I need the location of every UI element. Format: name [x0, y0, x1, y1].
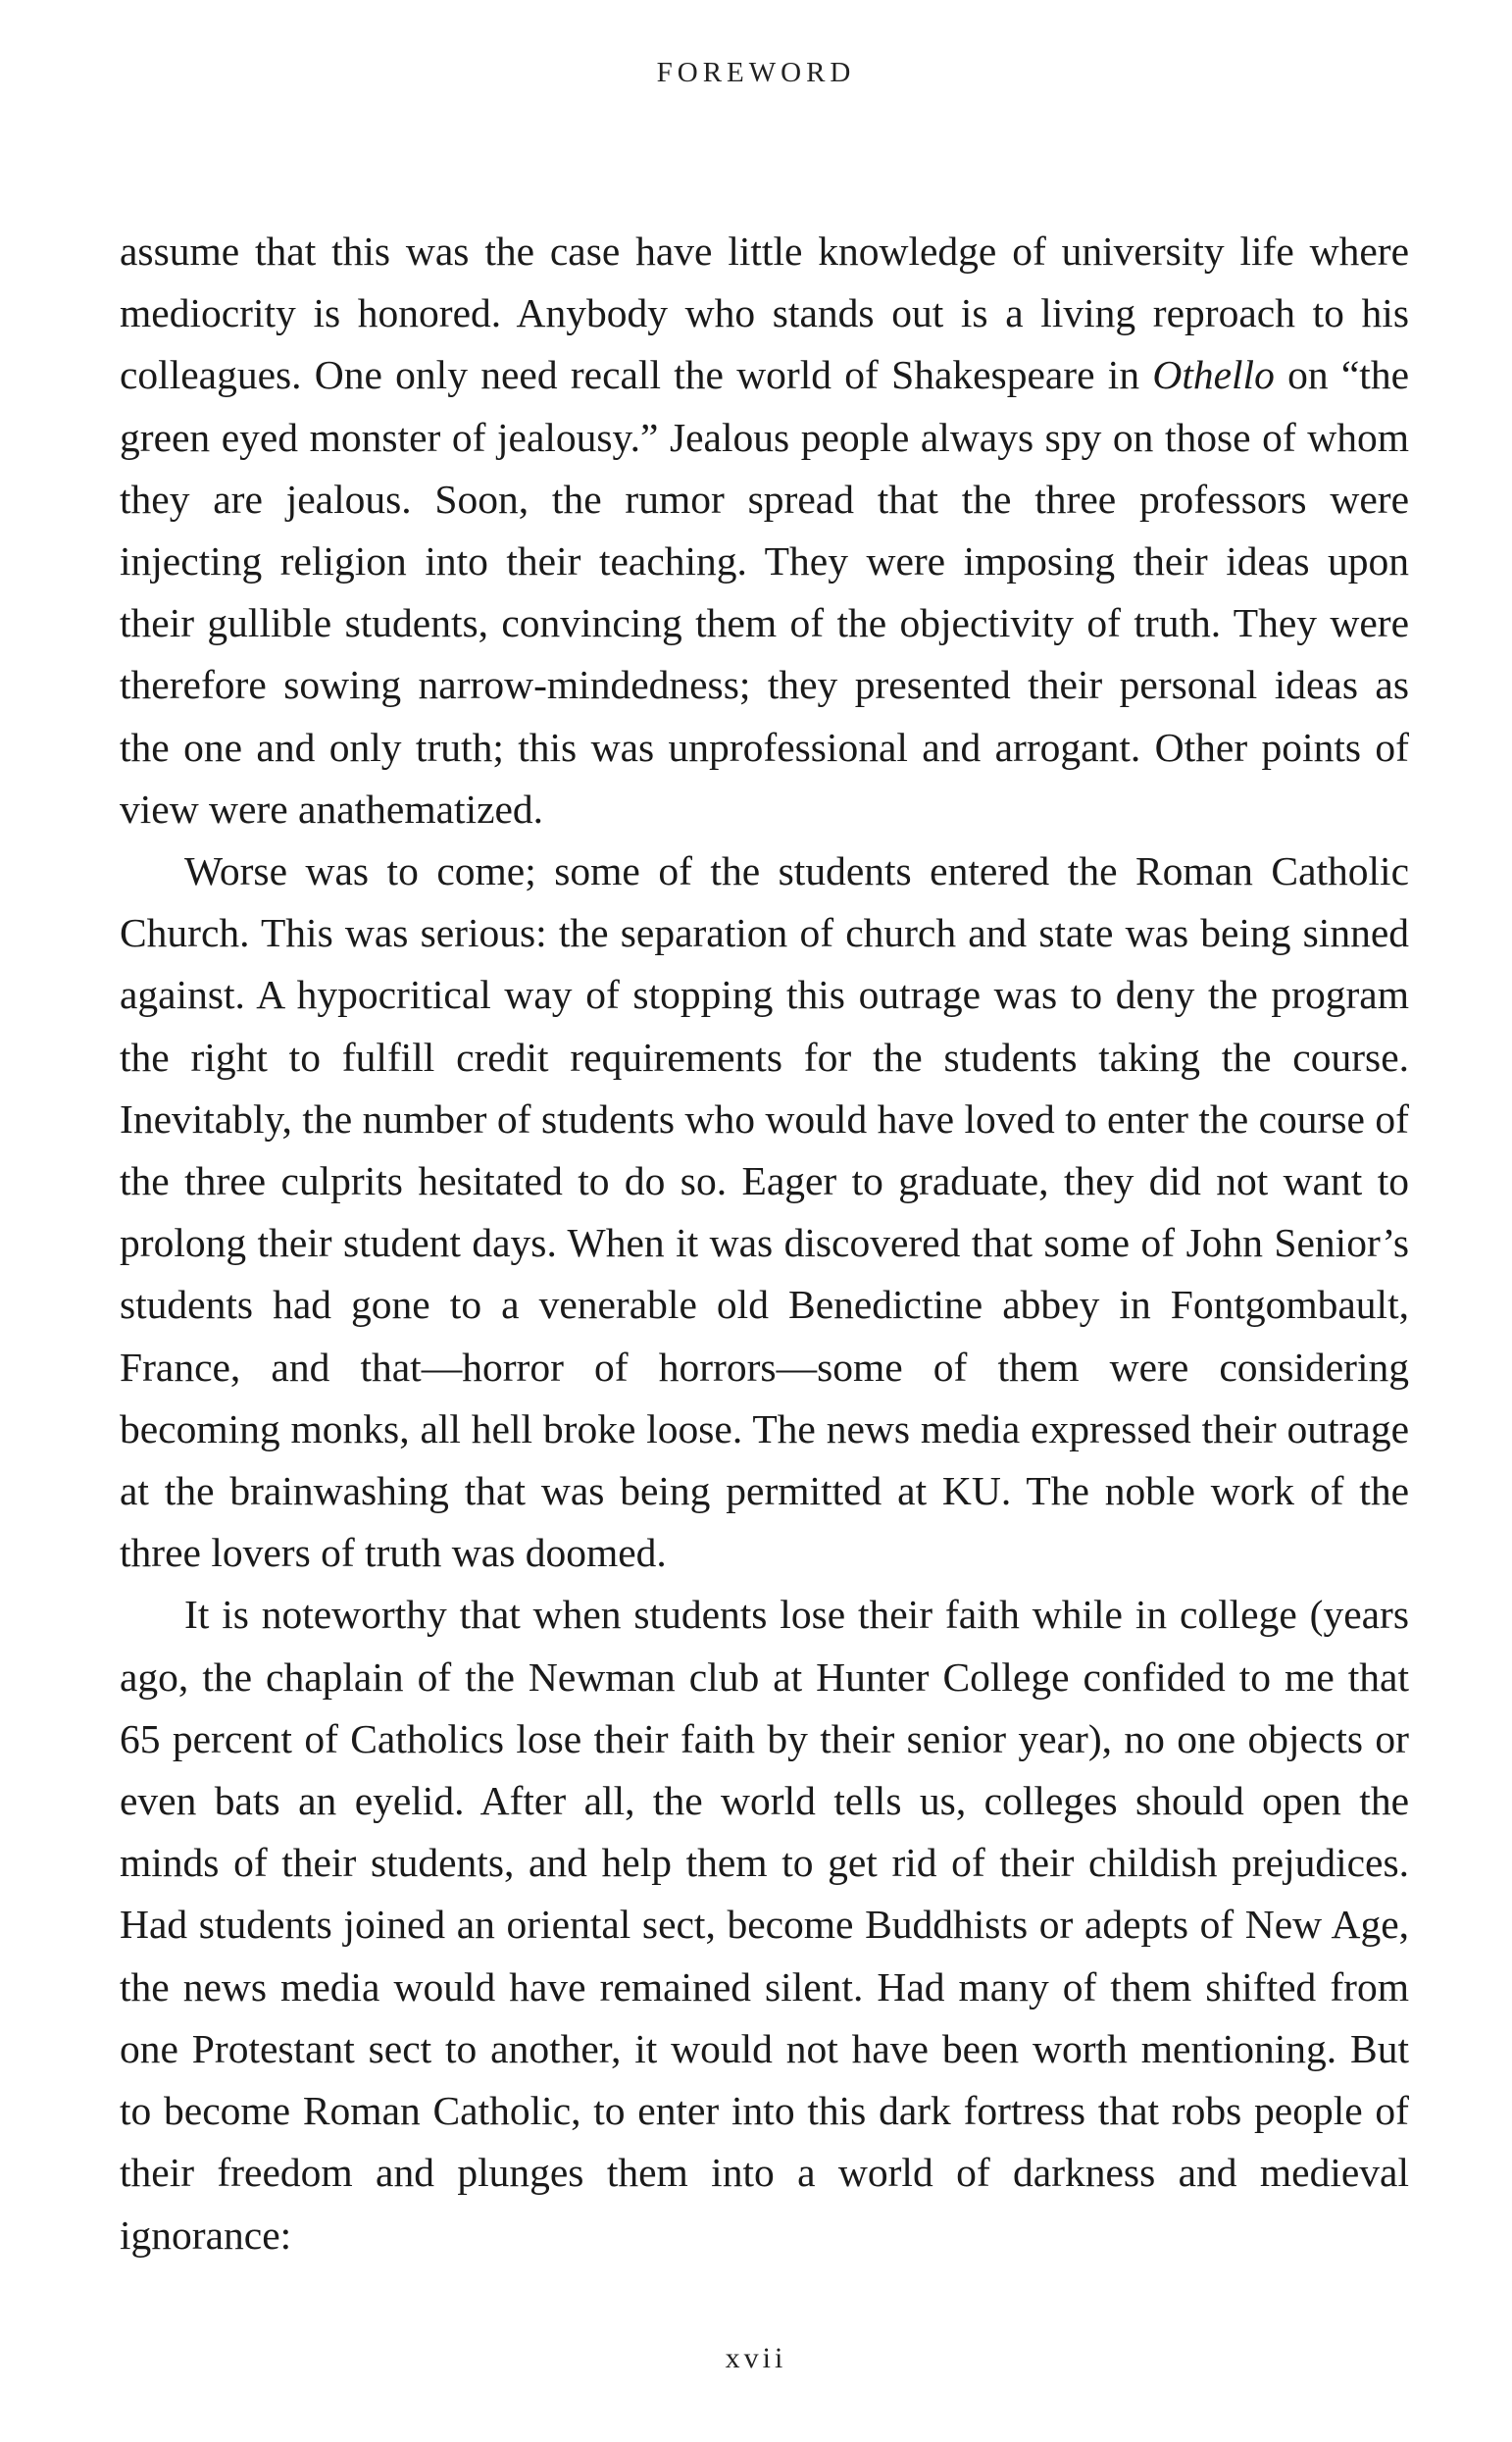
- paragraph-2: Worse was to come; some of the students entered the Roman Catholic Church. This was serious: the separation of church and state was being sinned against. A hypocritical way of stopping this outrage was to deny the program the right to fulfill credit requirements for the students taking the course. Inevitably, the number of students who would have loved to enter the course of the three culprits hesitated to do so. Eager to graduate, they did not want to prolong their student days. When it was discovered that some of John Senior’s students had gone to a venerable old Benedictine abbey in Fontgombault, France, and that—horror of horrors—some of them were considering becoming monks, all hell broke loose. The news media expressed their outrage at the brainwashing that was being permitted at KU. The noble work of the three lovers of truth was doomed.: [120, 848, 1409, 1576]
- paragraph-3: It is noteworthy that when students lose their faith while in college (years ago, the chaplain of the Newman club at Hunter College confided to me that 65 percent of Catholics lose their faith by their senior year), no one objects or even bats an eyelid. After all, the world tells us, colleges should open the minds of their students, and help them to get rid of their childish prejudices. Had students joined an oriental sect, become Buddhists or adepts of New Age, the news media would have remained silent. Had many of them shifted from one Protestant sect to another, it would not have been worth mentioning. But to become Roman Catholic, to enter into this dark fortress that robs people of their freedom and plunges them into a world of darkness and medieval ignorance:: [120, 1592, 1409, 2258]
- body-text: [120, 221, 1409, 2266]
- paragraph-1: [120, 221, 1409, 840]
- paragraph-1-text-after: on “the green eyed monster of jealousy.” Jealous people always spy on those of whom they are jealous. Soon, the rumor spread that the three professors were injecting religion into their teaching. They were imposing their ideas upon their gullible students, convincing them of the objectivity of truth. They were therefore sowing narrow-mindedness; they presented their personal ideas as the one and only truth; this was unprofessional and arrogant. Other points of view were anathematized.: [120, 352, 1409, 832]
- page-number: xvii: [725, 2342, 787, 2374]
- work-title-othello: Othello: [1152, 352, 1275, 398]
- paragraph-1-text-before: assume that this was the case have little knowledge of university life where mediocrity is honored. Anybody who stands out is a living reproach to his colleagues. One only need recall the world of Shakespeare in: [120, 229, 1409, 398]
- running-head: FOREWORD: [656, 57, 856, 88]
